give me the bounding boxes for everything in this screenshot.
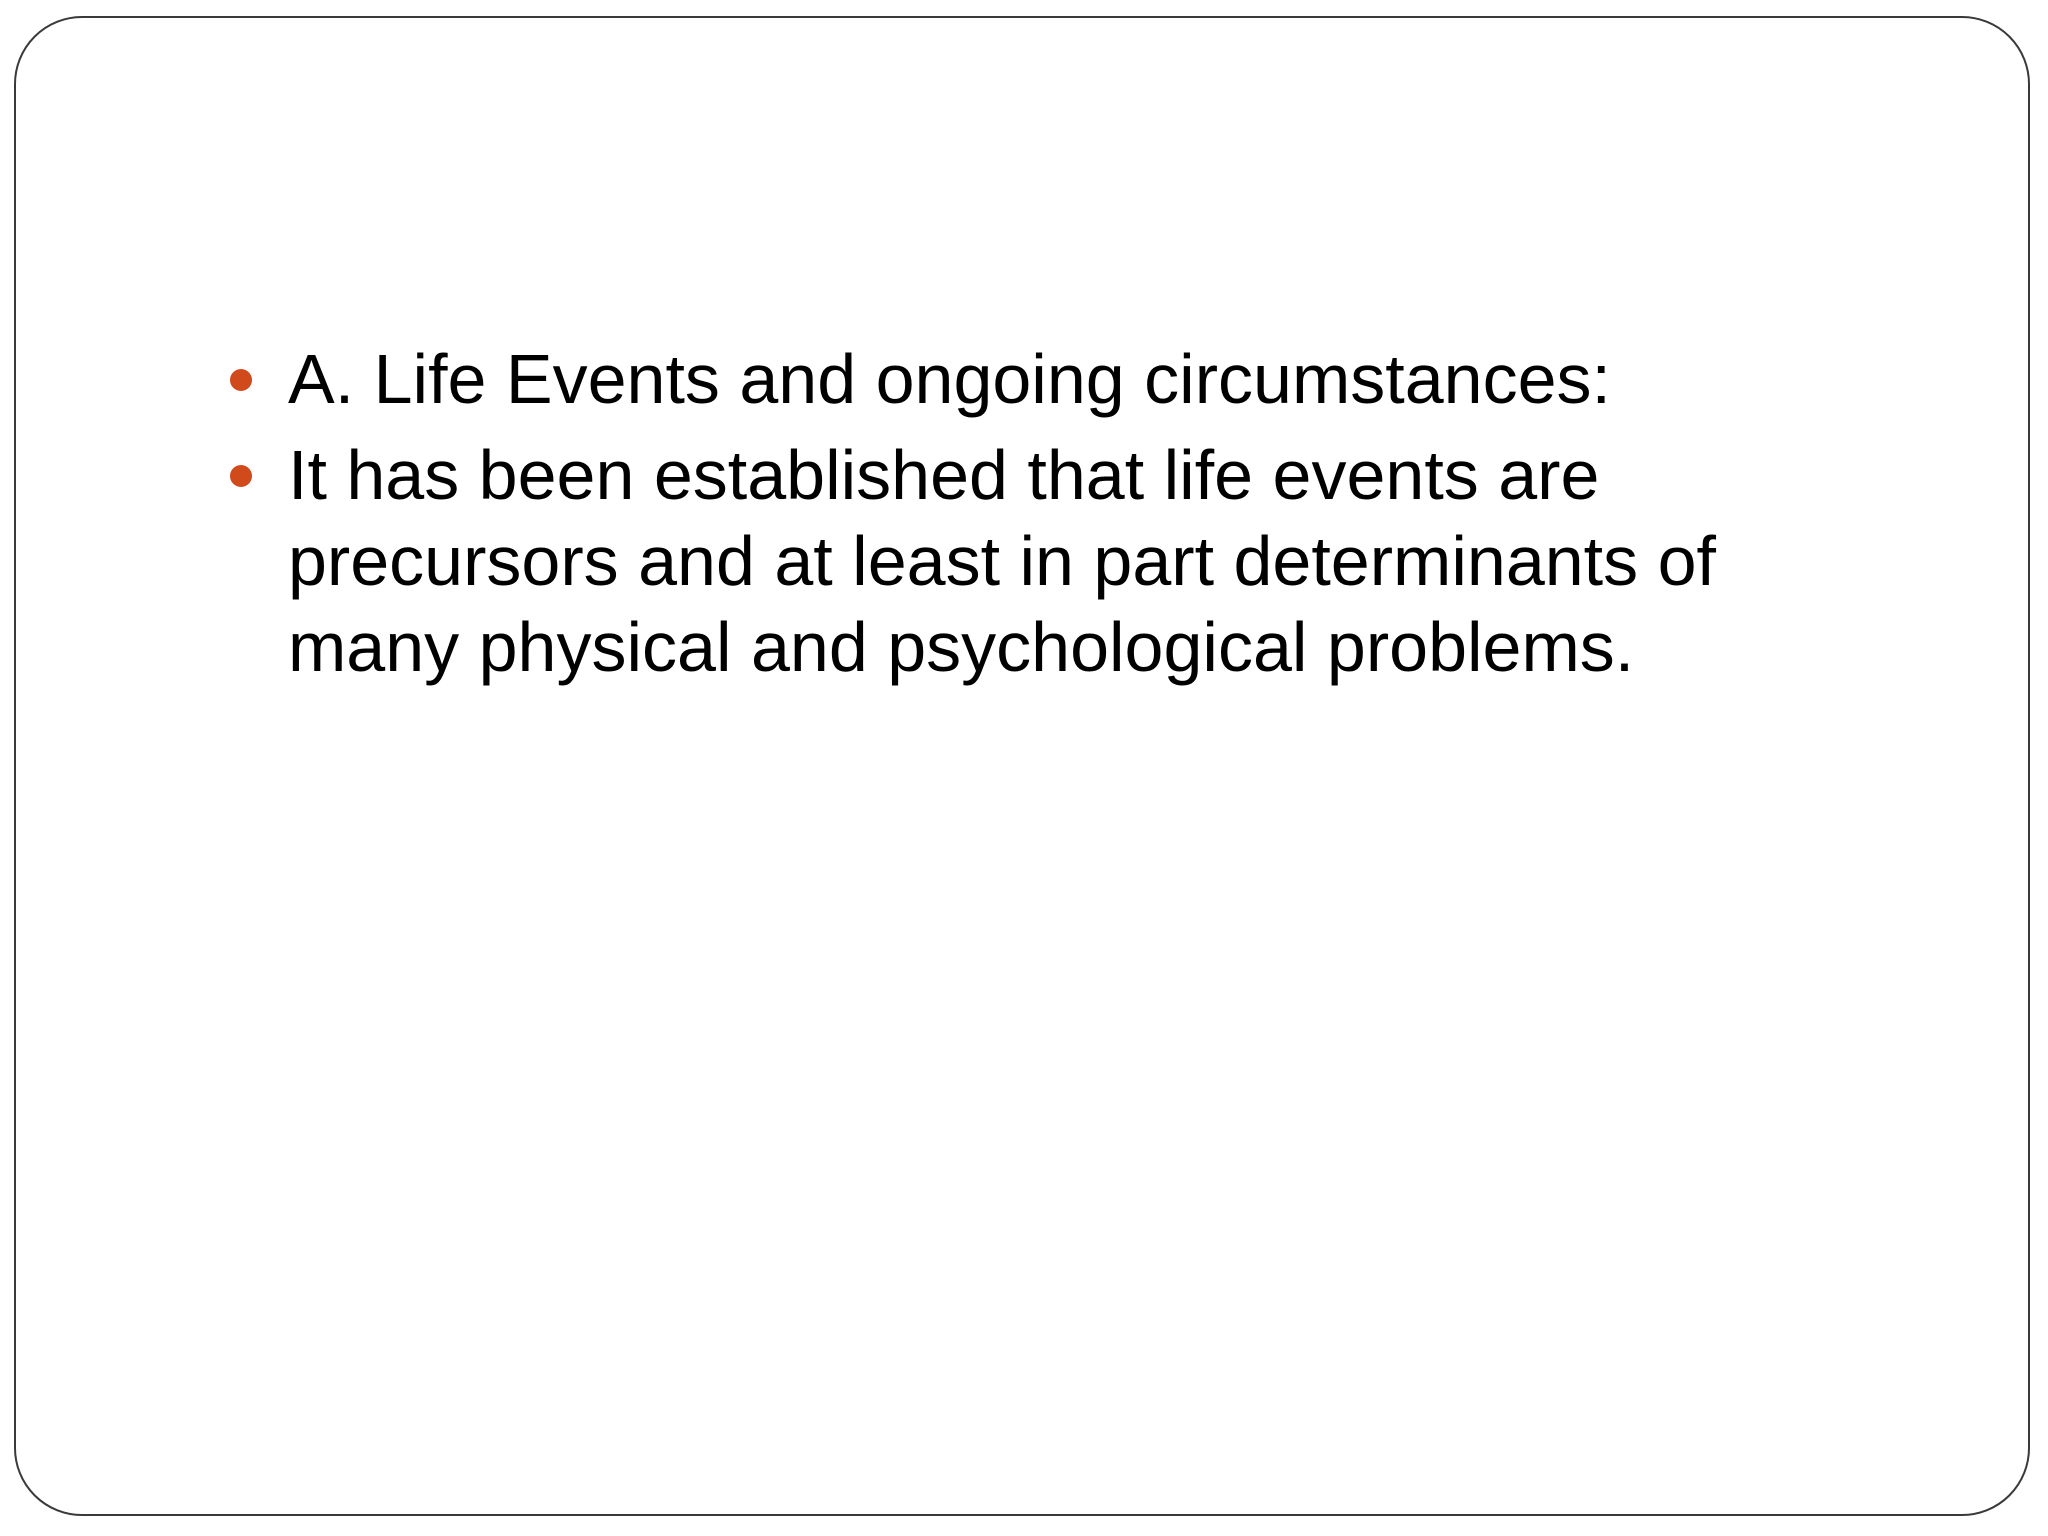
slide-content bbox=[230, 336, 1870, 700]
bullet-item bbox=[230, 432, 1870, 690]
bullet-dot-icon bbox=[230, 465, 252, 487]
bullet-dot-icon bbox=[230, 369, 252, 391]
slide-frame bbox=[14, 16, 2030, 1516]
bullet-text: It has been established that life events are precursors and at least in part determinants of many physical and psychological problems. bbox=[288, 436, 1716, 686]
bullet-text: A. Life Events and ongoing circumstances: bbox=[288, 340, 1611, 418]
bullet-list bbox=[230, 336, 1870, 690]
bullet-item bbox=[230, 336, 1870, 422]
